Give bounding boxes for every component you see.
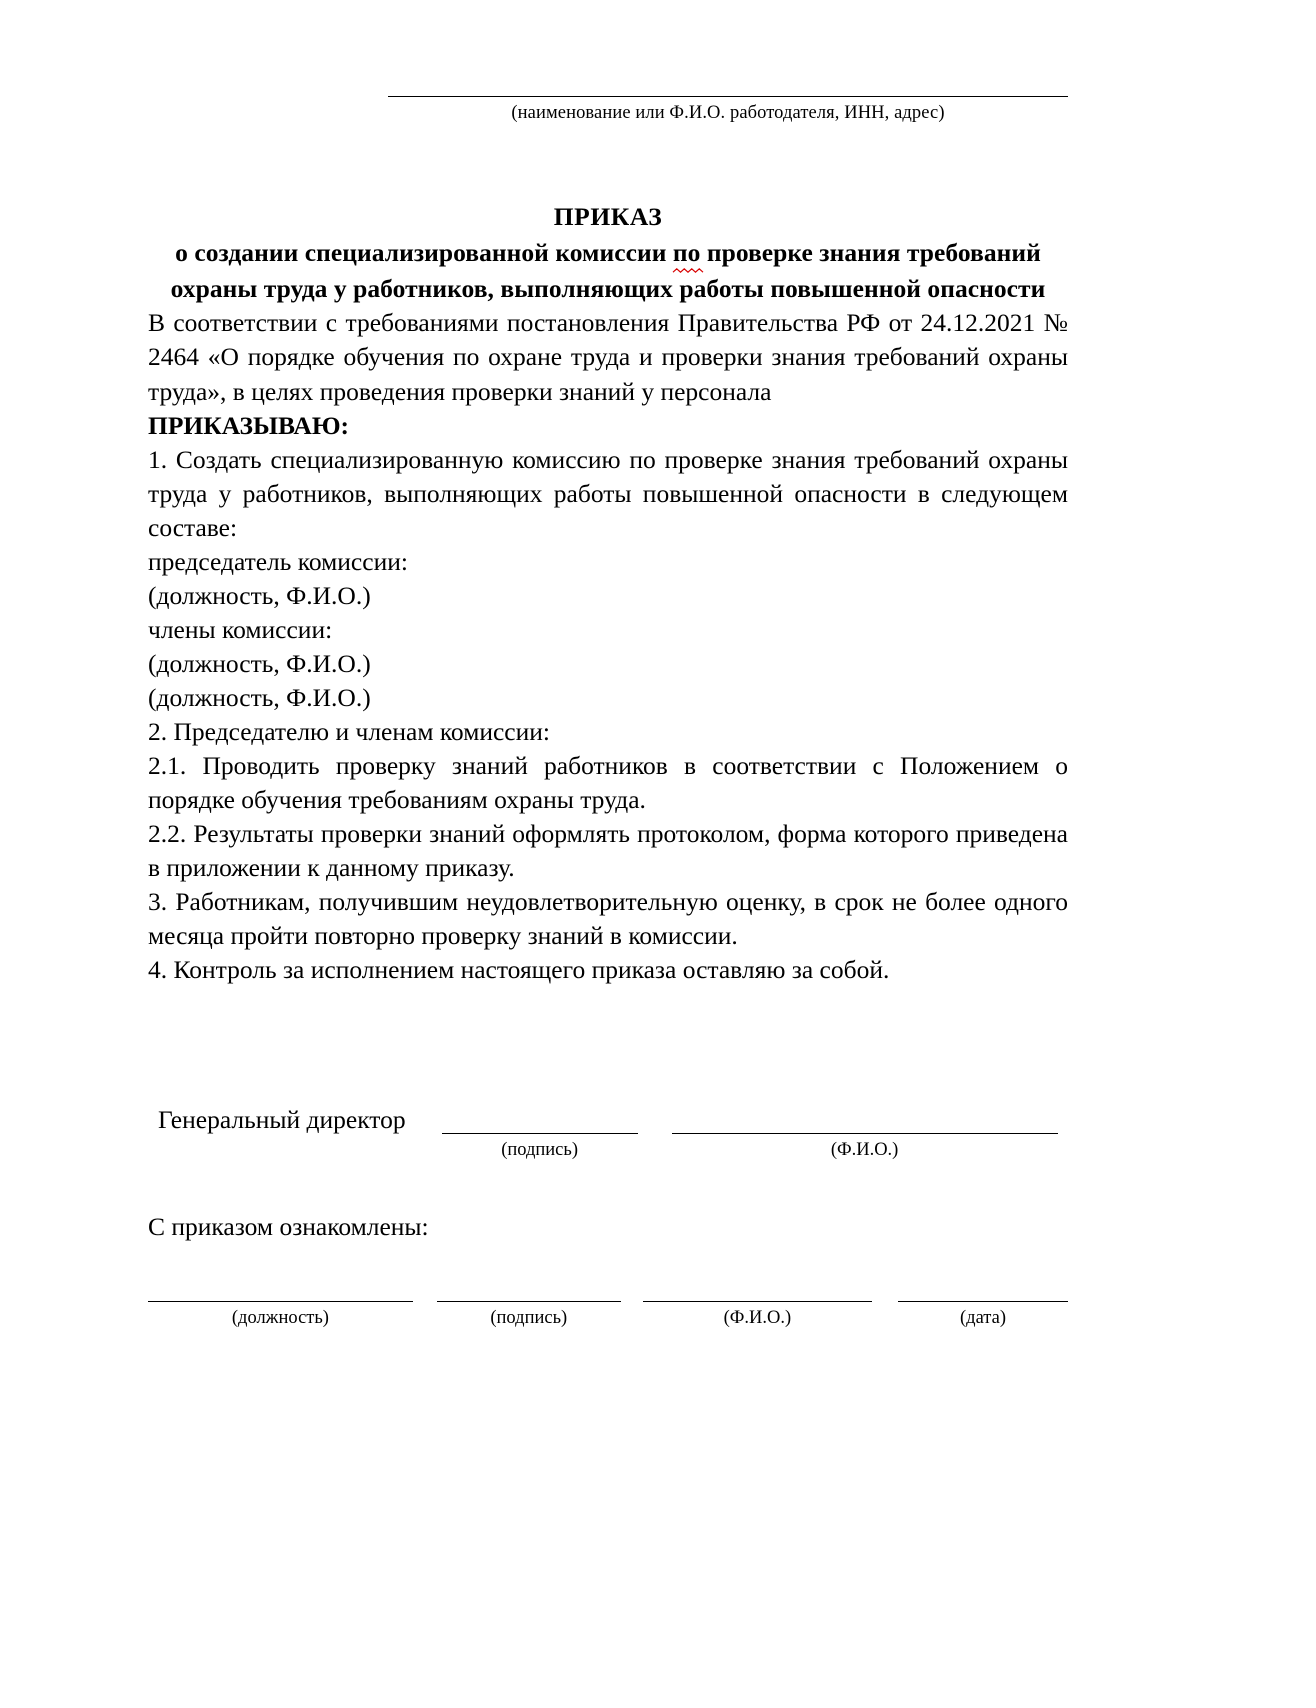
acquainted-signature-slot[interactable] xyxy=(437,1301,621,1330)
clause-2-1: 2.1. Проводить проверку знаний работников в соответствии с Положением о порядке обучения требованиям охраны труда. xyxy=(148,750,1068,814)
director-role-label: Генеральный директор xyxy=(158,1105,406,1135)
spellcheck-word-text: по xyxy=(672,238,701,268)
members-label: члены комиссии: xyxy=(148,614,333,644)
clause-4: 4. Контроль за исполнением настоящего приказа оставляю за собой. xyxy=(148,955,890,985)
document-content xyxy=(148,0,1068,1330)
chairman-label: председатель комиссии: xyxy=(148,546,408,576)
acquainted-position-slot[interactable] xyxy=(148,1301,413,1330)
director-fio-slot[interactable] xyxy=(672,1105,1058,1162)
subtitle-text-after: проверке знания требований xyxy=(700,238,1041,268)
acquainted-position-caption: (должность) xyxy=(231,1307,329,1328)
document-title-block xyxy=(148,200,1068,306)
employer-caption: (наименование или Ф.И.О. работодателя, ИНН, адрес) xyxy=(511,103,945,123)
director-signature-row xyxy=(148,1105,1068,1162)
clause-2-2: 2.2. Результаты проверки знаний оформлять протоколом, форма которого приведена в приложении к данному приказу. xyxy=(148,818,1068,882)
acquainted-label: С приказом ознакомлены: xyxy=(148,1212,429,1242)
acquainted-signature-caption: (подпись) xyxy=(490,1307,568,1328)
document-subtitle-line-2: охраны труда у работников, выполняющих работы повышенной опасности xyxy=(170,274,1046,304)
acquainted-fio-caption: (Ф.И.О.) xyxy=(723,1307,792,1328)
page-title: ПРИКАЗ xyxy=(553,201,663,231)
document-subtitle-line-1 xyxy=(148,236,1068,270)
chairman-placeholder[interactable]: (должность, Ф.И.О.) xyxy=(148,580,371,610)
director-fio-caption: (Ф.И.О.) xyxy=(830,1140,899,1161)
acquainted-date-slot[interactable] xyxy=(898,1301,1068,1330)
director-signature-caption: (подпись) xyxy=(501,1140,578,1161)
member-placeholder-2[interactable]: (должность, Ф.И.О.) xyxy=(148,682,371,712)
acquainted-signature-row xyxy=(148,1301,1068,1330)
director-signature-slot[interactable] xyxy=(442,1105,638,1162)
acquainted-fio-slot[interactable] xyxy=(643,1301,872,1330)
clause-1: 1. Создать специализированную комиссию по проверке знания требований охраны труда у работников, выполняющих работы повышенной опасности в следующем составе: xyxy=(148,444,1068,542)
subtitle-text-before: о создании специализированной комиссии xyxy=(175,238,673,268)
clause-3: 3. Работникам, получившим неудовлетворительную оценку, в срок не более одного месяца пройти повторно проверку знаний в комиссии. xyxy=(148,886,1068,950)
intro-paragraph: В соответствии с требованиями постановления Правительства РФ от 24.12.2021 № 2464 «О порядке обучения по охране труда и проверки знания требований охраны труда», в целях проведения проверки знаний у персонала xyxy=(148,308,1068,406)
acquainted-date-caption: (дата) xyxy=(960,1307,1006,1328)
order-keyword: ПРИКАЗЫВАЮ: xyxy=(148,410,350,440)
spellcheck-flagged-word xyxy=(673,236,701,270)
clause-2: 2. Председателю и членам комиссии: xyxy=(148,716,550,746)
member-placeholder-1[interactable]: (должность, Ф.И.О.) xyxy=(148,648,371,678)
employer-header-block xyxy=(148,96,1068,126)
